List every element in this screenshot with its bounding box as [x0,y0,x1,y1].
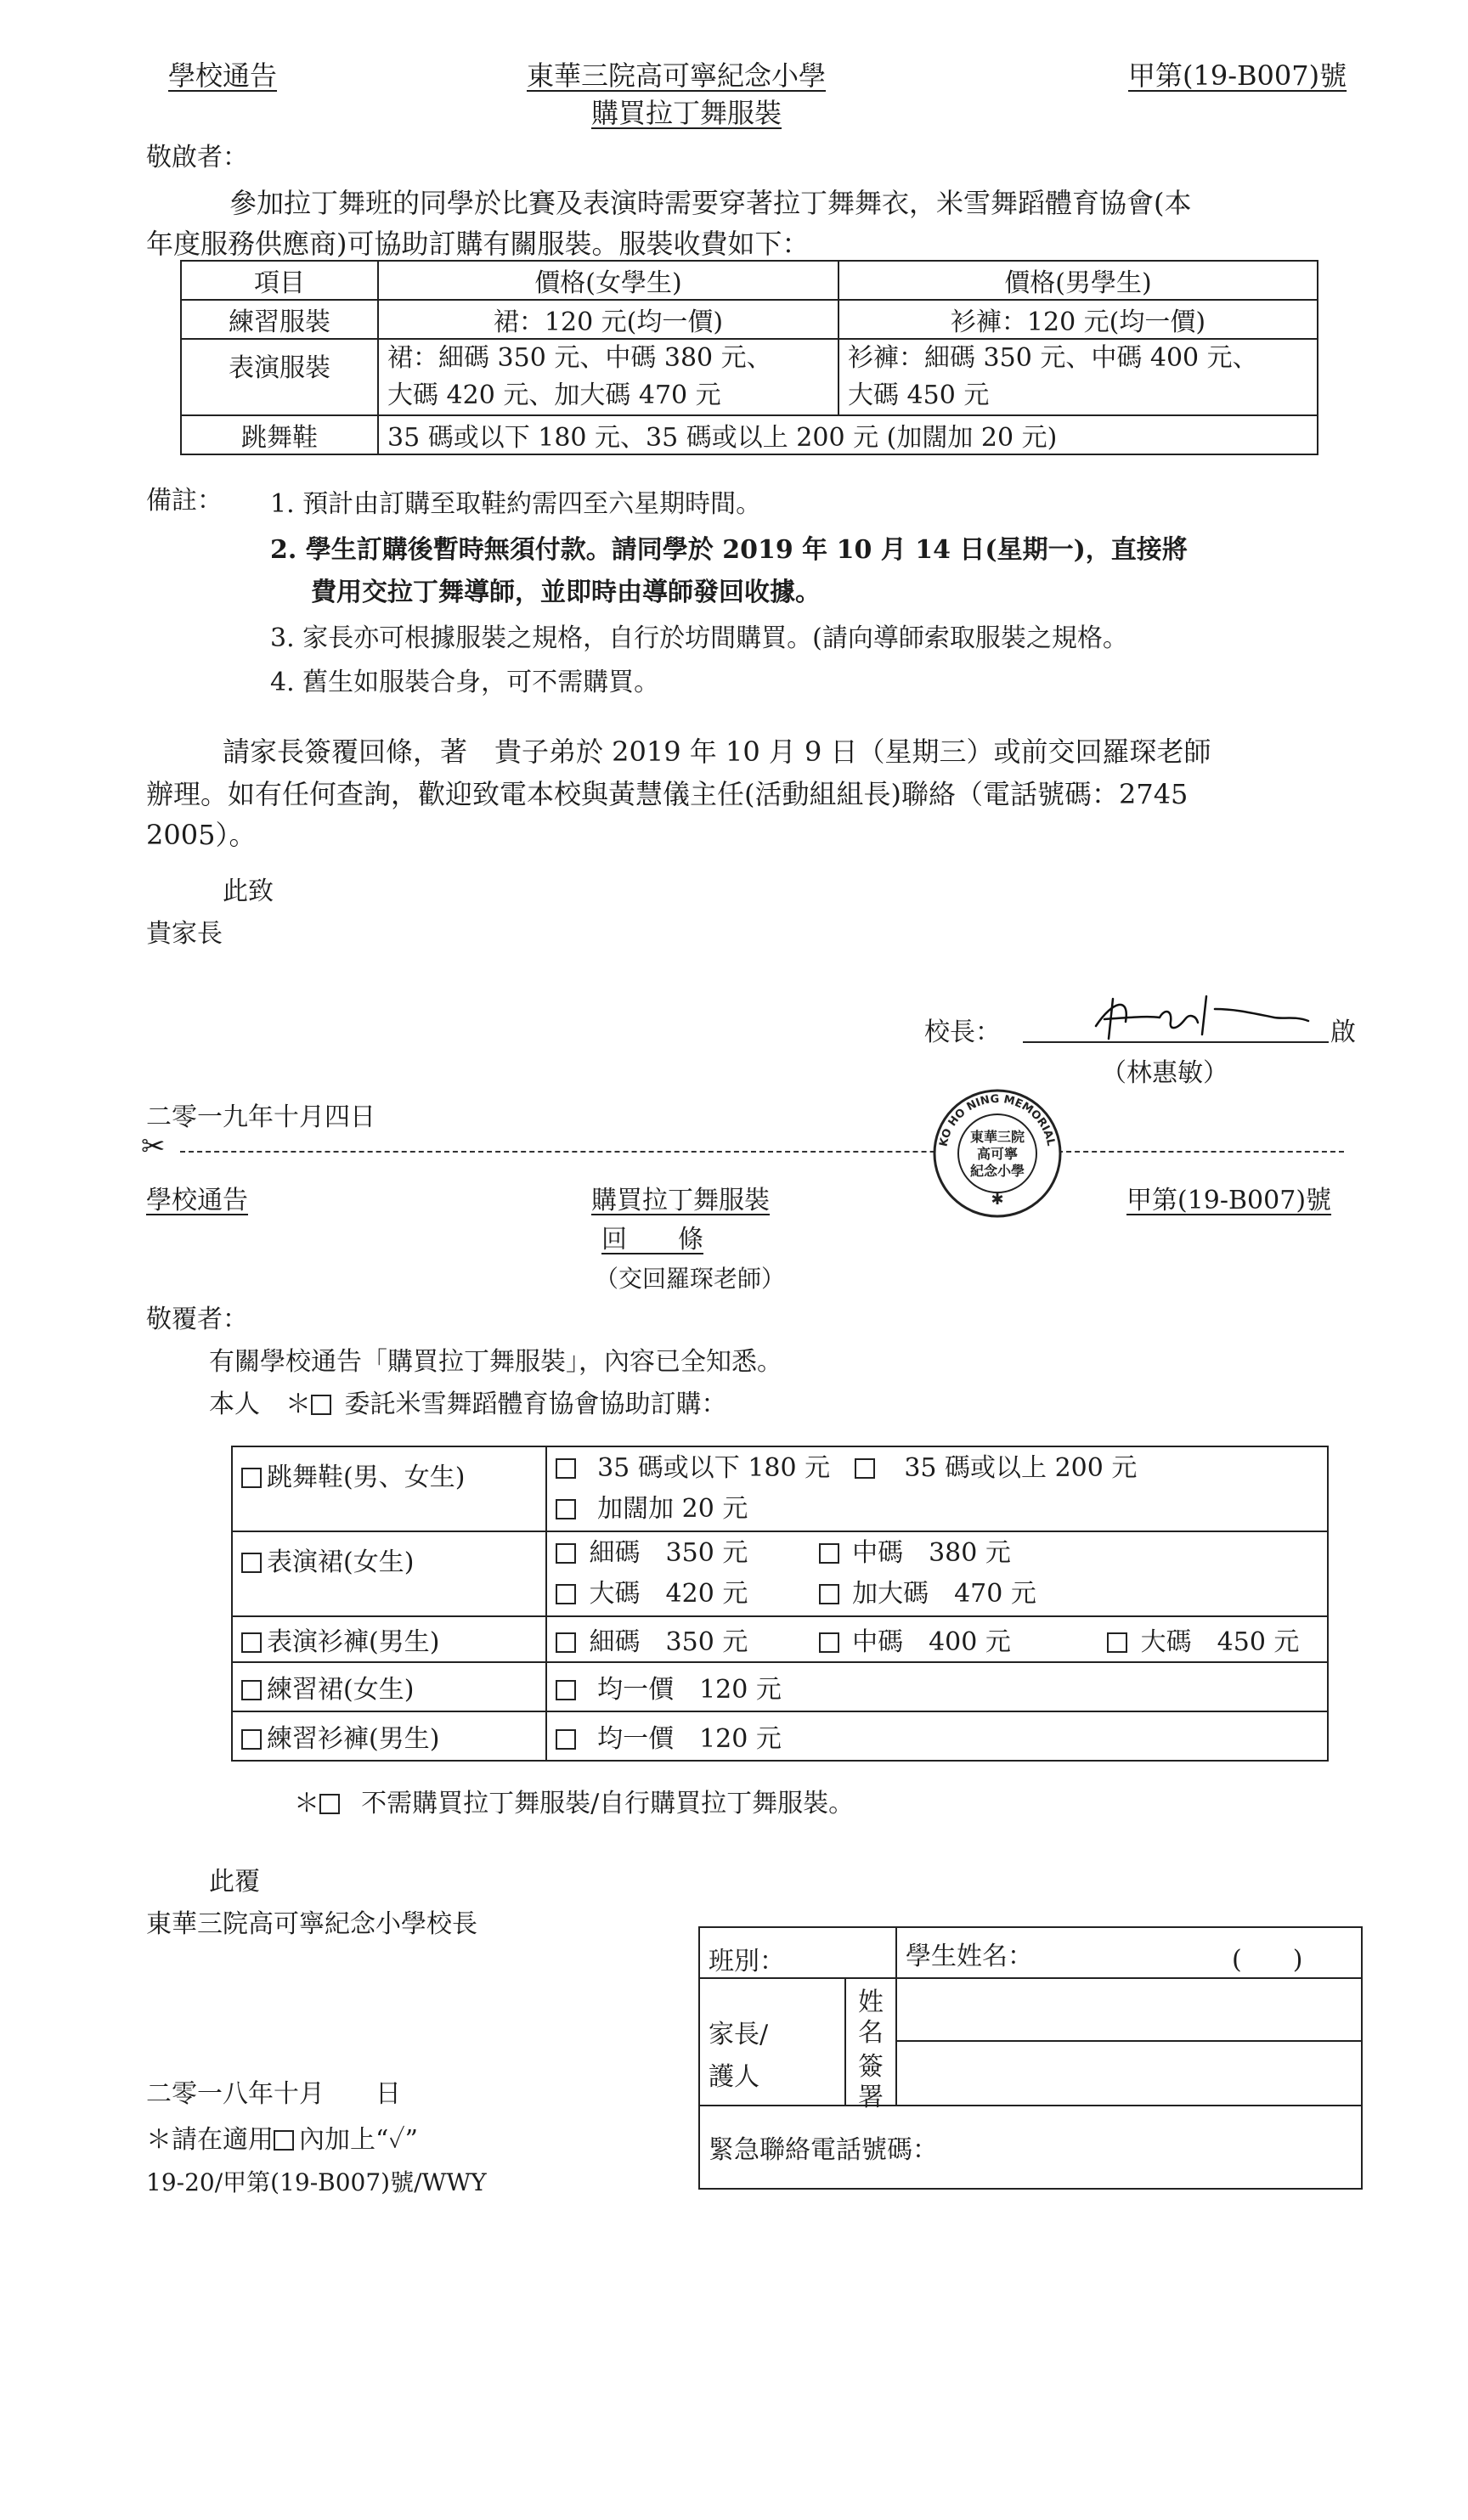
reply-ref-no: 甲第(19-B007)號 [1126,1186,1332,1215]
perf-skirt-opt4-checkbox[interactable] [819,1584,839,1604]
reply-line-2-text: 委託米雪舞蹈體育協會協助訂購： [344,1390,727,1419]
price-practice-female: 裙：120 元(均一價) [378,300,838,339]
order-options-prac-suit [546,1711,1328,1761]
reply-header-left: 學校通告 [146,1186,248,1215]
prac-skirt-label: 練習裙(女生) [267,1675,415,1705]
svg-text:紀念小學: 紀念小學 [969,1163,1025,1179]
no-need-text: 不需購買拉丁舞服裝/自行購買拉丁舞服裝。 [361,1789,855,1818]
school-stamp [929,1085,1065,1221]
ci-zhi: 此致 [223,877,274,906]
price-practice-male: 衫褲：120 元(均一價) [838,300,1318,339]
class-label: 班別： [709,1947,785,1976]
principal-name: （林惠敏） [1101,1058,1228,1088]
shoes-opt2-checkbox[interactable] [855,1458,875,1479]
remark-3: 3. 家長亦可根據服裝之規格，自行於坊間購買。(請向導師索取服裝之規格。 [270,623,1128,653]
perf-skirt-opt3-label: 大碼 420 元 [589,1579,748,1609]
perf-suit-checkbox[interactable] [241,1632,262,1653]
salutation: 敬啟者： [146,143,248,172]
principal-signature [1079,992,1317,1045]
prac-skirt-checkbox[interactable] [241,1680,262,1700]
order-row-perf-skirt [232,1531,546,1616]
intro-line-2: 年度服務供應商)可協助訂購有關服裝。服裝收費如下： [146,228,810,260]
reply-line-1: 有關學校通告「購買拉丁舞服裝」，內容已全知悉。 [209,1347,782,1377]
prac-suit-checkbox[interactable] [241,1729,262,1750]
reply-salutation: 敬覆者： [146,1305,248,1334]
notice-header-left: 學校通告 [168,59,278,92]
info-table [698,1926,1363,2190]
remark-2-line2: 費用交拉丁舞導師，並即時由導師發回收據。 [311,578,821,607]
notice-subject: 購買拉丁舞服裝 [591,97,782,129]
order-row-shoes [232,1446,546,1531]
principal-label: 校長： [924,1018,1001,1047]
emergency-label: 緊急聯絡電話號碼： [709,2135,938,2165]
remark-4: 4. 舊生如服裝合身，可不需購買。 [270,668,660,697]
student-name-paren: ( ) [1232,1945,1303,1975]
remarks-label: 備註： [146,486,223,516]
perf-suit-opt2-checkbox[interactable] [819,1632,839,1653]
parent-name-field[interactable] [901,1981,1356,2037]
tick-note-prefix: ＊請在適用 [146,2125,274,2155]
entrust-checkbox[interactable] [311,1395,331,1415]
reply-title: 回 條 [601,1225,703,1254]
reply-date: 二零一八年十月 日 [146,2079,401,2109]
no-need-line [294,1782,854,1819]
perf-skirt-checkbox[interactable] [241,1553,262,1573]
prac-skirt-opt1-label: 均一價 120 元 [597,1675,782,1705]
price-header-female: 價格(女學生) [378,261,838,300]
gui-jia-zhang: 貴家長 [146,919,223,949]
sign-label-1: 簽 [858,2052,884,2082]
parent-label-line1: 家長/ [709,2020,769,2049]
shoes-opt3-label: 加闊加 20 元 [597,1494,748,1524]
perf-skirt-opt2-checkbox[interactable] [819,1543,839,1564]
order-row-prac-skirt [232,1662,546,1711]
remark-1: 1. 預計由訂購至取鞋約需四至六星期時間。 [270,489,762,519]
perf-suit-opt3-checkbox[interactable] [1107,1632,1127,1653]
shoes-opt1-checkbox[interactable] [556,1458,576,1479]
shoes-checkbox[interactable] [241,1468,262,1488]
prac-suit-opt1-checkbox[interactable] [556,1729,576,1750]
perf-suit-opt1-checkbox[interactable] [556,1632,576,1653]
perf-suit-opt1-label: 細碼 350 元 [589,1627,748,1657]
svg-text:✱: ✱ [991,1191,1004,1209]
price-header-male: 價格(男學生) [838,261,1318,300]
price-performance-male-line1: 衫褲：細碼 350 元、中碼 400 元、 [848,343,1258,373]
remark-2-line1: 2. 學生訂購後暫時無須付款。請同學於 2019 年 10 月 14 日(星期一)，直接將 [270,535,1188,565]
price-header-item: 項目 [181,261,378,300]
closing-line-2: 辦理。如有任何查詢，歡迎致電本校與黃慧儀主任(活動組組長)聯絡（電話號碼：2745 [146,778,1189,810]
perf-suit-opt3-label: 大碼 450 元 [1140,1627,1300,1657]
sign-label-2: 署 [858,2083,884,2112]
reply-line-2-prefix: 本人 ＊ [209,1390,311,1419]
tick-note-suffix: 內加上“✓” [299,2125,419,2155]
price-performance-male-line2: 大碼 450 元 [848,381,990,410]
svg-text:東華三院: 東華三院 [969,1129,1025,1145]
name-label-1: 姓 [858,1987,884,2017]
perf-skirt-opt1-checkbox[interactable] [556,1543,576,1564]
price-item-practice: 練習服裝 [181,300,378,339]
shoes-opt3-checkbox[interactable] [556,1499,576,1519]
svg-text:KO HO NING MEMORIAL: KO HO NING MEMORIAL [937,1092,1058,1148]
prac-skirt-opt1-checkbox[interactable] [556,1680,576,1700]
order-options-perf-suit [546,1616,1328,1662]
shoes-opt1-label: 35 碼或以下 180 元 [597,1453,831,1483]
reply-subject: 購買拉丁舞服裝 [591,1186,770,1215]
no-need-checkbox[interactable] [319,1794,340,1814]
order-table [231,1446,1329,1762]
order-row-prac-suit [232,1711,546,1761]
footer-ref: 19-20/甲第(19-B007)號/WWY [146,2168,487,2196]
price-performance-female-line1: 裙：細碼 350 元、中碼 380 元、 [387,343,772,373]
perf-skirt-label: 表演裙(女生) [267,1548,415,1577]
order-row-perf-suit [232,1616,546,1662]
price-item-performance: 表演服裝 [181,339,378,415]
perf-skirt-opt4-label: 加大碼 470 元 [852,1579,1036,1609]
student-name-label: 學生姓名： [906,1942,1033,1971]
name-label-2: 名 [858,2018,884,2048]
perf-skirt-opt3-checkbox[interactable] [556,1584,576,1604]
parent-signature-field[interactable] [901,2044,1356,2101]
shoes-opt2-label: 35 碼或以上 200 元 [904,1453,1138,1483]
prac-suit-opt1-label: 均一價 120 元 [597,1724,782,1754]
tick-note [146,2118,418,2156]
reply-line-2 [209,1383,727,1420]
order-options-perf-skirt [546,1531,1328,1616]
order-options-shoes [546,1446,1328,1531]
addressee: 東華三院高可寧紀念小學校長 [146,1909,477,1939]
no-need-prefix: ＊ [294,1789,319,1818]
notice-date: 二零一九年十月四日 [146,1102,375,1132]
shoes-label: 跳舞鞋(男、女生) [267,1463,466,1492]
parent-label-line2: 護人 [709,2062,759,2092]
perf-skirt-opt1-label: 細碼 350 元 [589,1538,748,1568]
perf-skirt-opt2-label: 中碼 380 元 [852,1538,1011,1568]
price-shoes: 35 碼或以下 180 元、35 碼或以上 200 元 (加闊加 20 元) [378,415,1318,454]
svg-text:高可寧: 高可寧 [976,1146,1019,1162]
tick-note-box-icon [274,2130,294,2151]
price-table [180,260,1318,455]
notice-ref-no: 甲第(19-B007)號 [1128,59,1347,92]
intro-line-1: 參加拉丁舞班的同學於比賽及表演時需要穿著拉丁舞舞衣，米雪舞蹈體育協會(本 [229,187,1192,219]
order-options-prac-skirt [546,1662,1328,1711]
ci-fu: 此覆 [209,1867,260,1897]
perf-suit-label: 表演衫褲(男生) [267,1627,440,1657]
perf-suit-opt2-label: 中碼 400 元 [852,1627,1011,1657]
reply-return-to: （交回羅琛老師） [595,1265,786,1293]
closing-line-1: 請家長簽覆回條，著 貴子弟於 2019 年 10 月 9 日（星期三）或前交回羅琛老師 [223,736,1211,768]
price-performance-male [838,339,1318,415]
closing-line-3: 2005）。 [146,819,257,851]
price-performance-female [378,339,838,415]
principal-sign-suffix: 啟 [1330,1018,1356,1047]
cut-line [180,1151,1344,1153]
price-performance-female-line2: 大碼 420 元、加大碼 470 元 [387,381,721,410]
scissors-icon: ✂ [141,1130,166,1164]
school-name: 東華三院高可寧紀念小學 [527,59,827,92]
price-item-shoes: 跳舞鞋 [181,415,378,454]
prac-suit-label: 練習衫褲(男生) [267,1724,440,1754]
